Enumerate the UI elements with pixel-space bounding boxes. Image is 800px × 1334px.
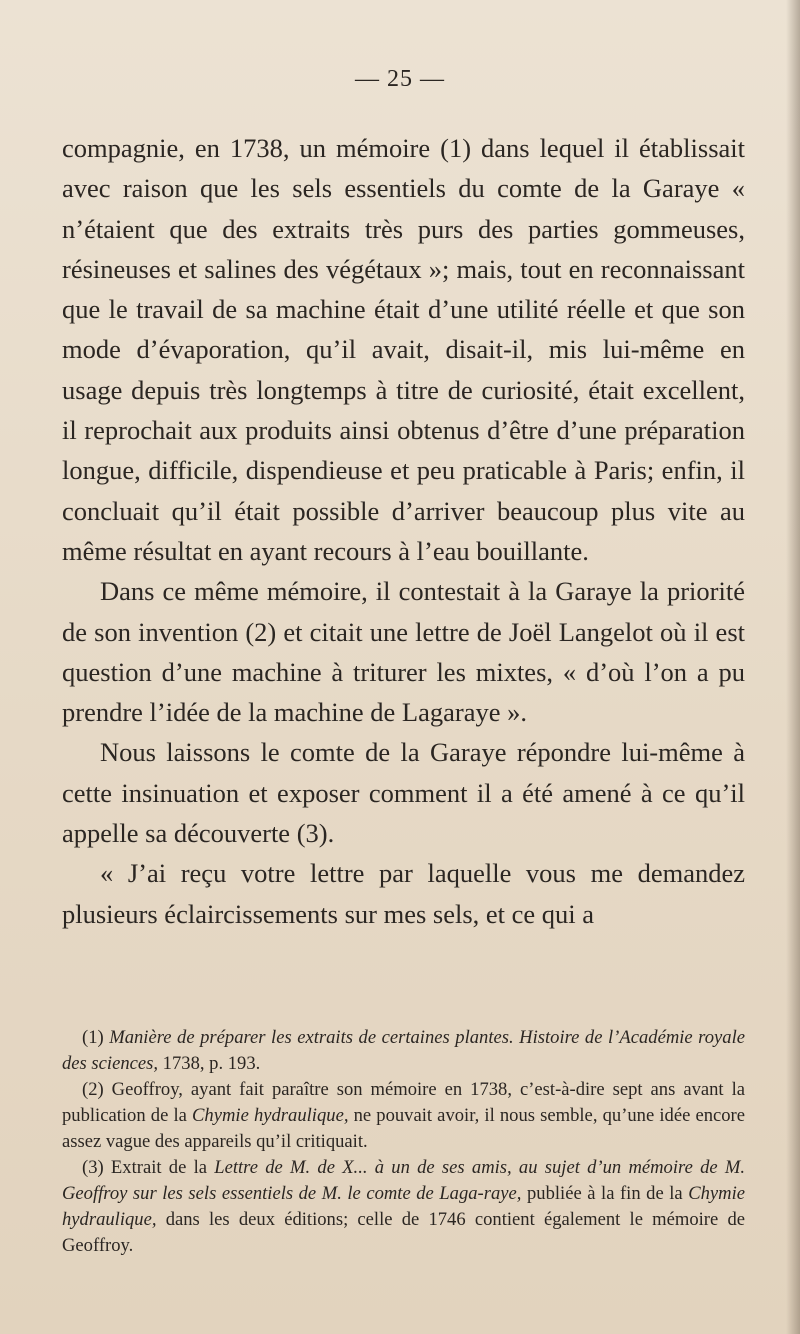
footnote-2-text-a: Geoffroy, ayant fait paraître son mémoire en 1738, c’est-à-dire sept ans avant la publication de la bbox=[62, 1079, 745, 1126]
paragraph-4: « J’ai reçu votre lettre par laquelle vous me demandez plusieurs éclaircissements sur mes sels, et ce qui a bbox=[62, 858, 745, 929]
footnote-1-ref: 1738, p. 193. bbox=[158, 1053, 261, 1074]
footnote-3-text-a: Extrait de la bbox=[103, 1157, 215, 1178]
footnote-2-title: Chymie hydraulique, bbox=[192, 1105, 349, 1126]
footnote-2-text-b: ne pouvait avoir, il nous semble, qu’une idée encore assez vague des appareils qu’il critiquait. bbox=[62, 1105, 746, 1152]
footnote-3-mark: (3) bbox=[82, 1157, 104, 1178]
footnote-3-text-b: publiée à la fin de la bbox=[521, 1183, 689, 1204]
footnote-1-mark: (1) bbox=[82, 1027, 104, 1048]
body-text bbox=[62, 128, 745, 934]
footnote-1-title: Manière de préparer les extraits de certaines plantes. Histoire de l’Académie royale des sciences, bbox=[62, 1027, 745, 1074]
footnotes bbox=[62, 1025, 745, 1259]
footnote-1 bbox=[62, 1025, 745, 1077]
footnote-2-mark: (2) bbox=[82, 1079, 104, 1100]
page-edge-shadow bbox=[786, 0, 800, 1334]
footnote-3 bbox=[62, 1155, 745, 1259]
footnote-3-title-2: Chymie hydraulique, bbox=[62, 1183, 745, 1230]
footnote-2 bbox=[62, 1077, 745, 1155]
page-number: — 25 — bbox=[355, 66, 445, 92]
footnote-3-title: Lettre de M. de X... à un de ses amis, au sujet d’un mémoire de M. Geoffroy sur les sels essentiels de M. le comte de Laga-raye, bbox=[62, 1157, 745, 1204]
paragraph-2: Dans ce même mémoire, il contestait à la Garaye la priorité de son invention (2) et citait une lettre de Joël Langelot où il est question d’une machine à triturer les mixtes, « d’où l’on a pu prendre l’idée de la machine de Lagaraye ». bbox=[62, 576, 745, 728]
paragraph-3: Nous laissons le comte de la Garaye répondre lui-même à cette insinuation et exposer comment il a été amené à ce qu’il appelle sa découverte (3). bbox=[62, 737, 745, 849]
paragraph-1: compagnie, en 1738, un mémoire (1) dans lequel il établissait avec raison que les sels essentiels du comte de la Garaye « n’étaient que des extraits très purs des parties gommeuses, résineuses et salines des végétaux »; mais, tout en reconnaissant que le travail de sa machine était d’une utilité réelle et que son mode d’évaporation, qu’il avait, disait-il, mis lui-même en usage depuis très longtemps à titre de curiosité, était excellent, il reprochait aux produits ainsi obtenus d’être d’une préparation longue, difficile, dispendieuse et peu praticable à Paris; enfin, il concluait qu’il était possible d’arriver beaucoup plus vite au même résultat en ayant recours à l’eau bouillante. bbox=[62, 133, 745, 566]
footnote-3-text-c: dans les deux éditions; celle de 1746 contient également le mémoire de Geoffroy. bbox=[62, 1209, 745, 1256]
